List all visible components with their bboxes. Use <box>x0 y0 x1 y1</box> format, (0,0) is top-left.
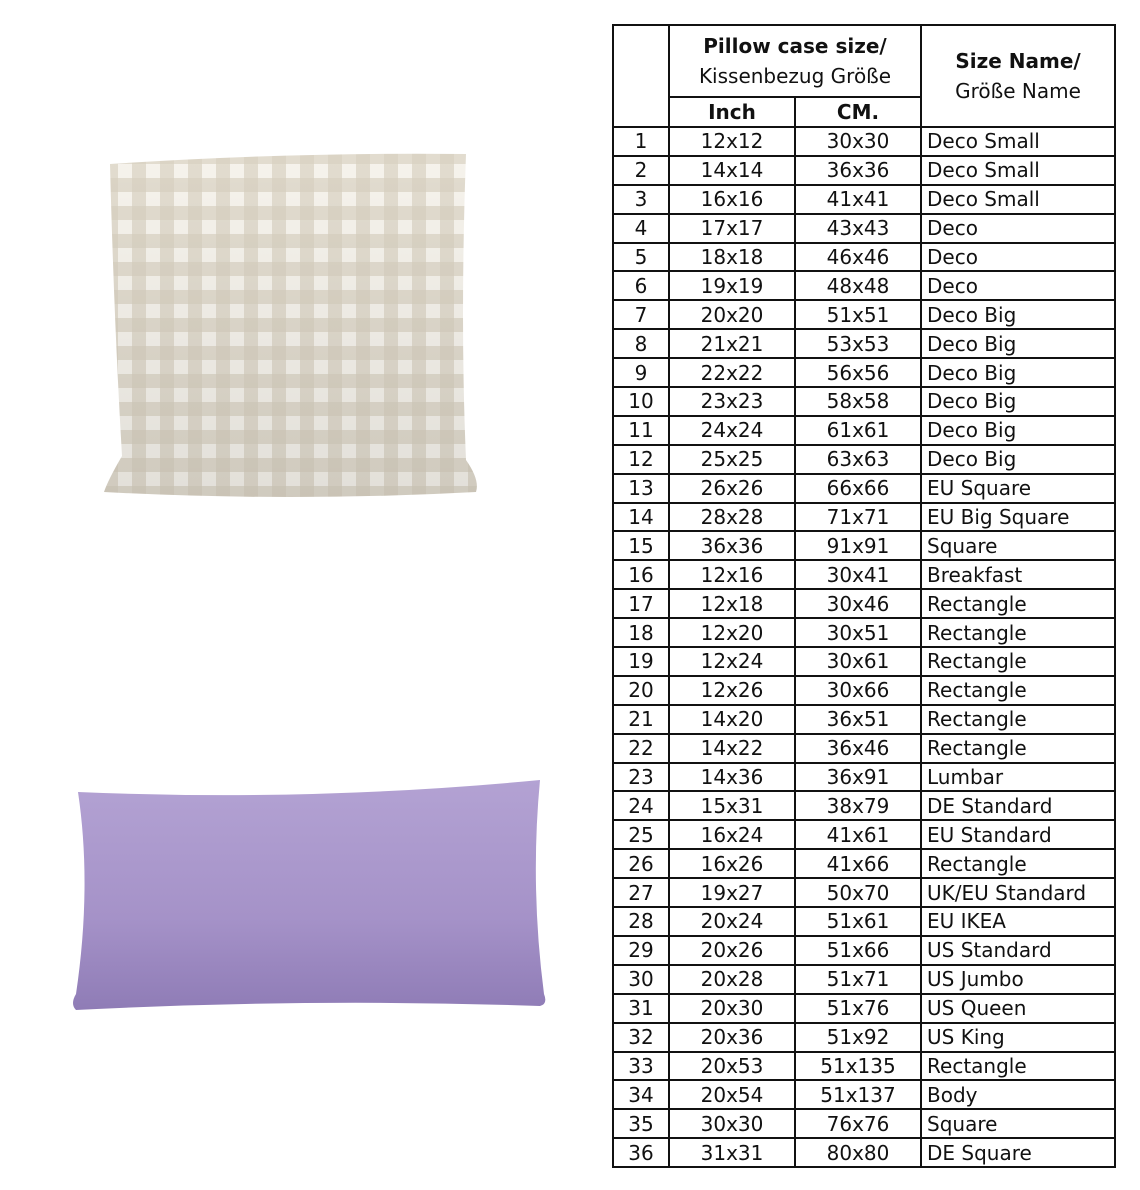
table-row <box>613 127 1115 156</box>
cm-cell: 30x51 <box>795 618 921 647</box>
row-index: 22 <box>613 734 669 763</box>
size-name-cell: Rectangle <box>921 705 1115 734</box>
cm-cell: 51x71 <box>795 965 921 994</box>
size-name-cell: Deco <box>921 271 1115 300</box>
inch-cell: 30x30 <box>669 1109 795 1138</box>
size-name-cell: Deco <box>921 214 1115 243</box>
inch-cell: 20x20 <box>669 300 795 329</box>
cm-cell: 38x79 <box>795 791 921 820</box>
cm-cell: 63x63 <box>795 445 921 474</box>
table-row <box>613 878 1115 907</box>
size-name-cell: DE Square <box>921 1138 1115 1167</box>
cm-cell: 41x61 <box>795 820 921 849</box>
row-index: 6 <box>613 271 669 300</box>
inch-cell: 15x31 <box>669 791 795 820</box>
table-row <box>613 1023 1115 1052</box>
size-name-cell: Rectangle <box>921 618 1115 647</box>
size-name-cell: Deco <box>921 243 1115 272</box>
table-row <box>613 907 1115 936</box>
size-name-subtitle: Größe Name <box>955 79 1081 103</box>
pillow-size-header <box>669 25 921 97</box>
size-name-title: Size Name/ <box>955 49 1081 73</box>
row-index: 12 <box>613 445 669 474</box>
size-name-cell: DE Standard <box>921 791 1115 820</box>
row-index: 29 <box>613 936 669 965</box>
size-name-cell: Deco Big <box>921 329 1115 358</box>
cm-cell: 51x137 <box>795 1080 921 1109</box>
row-index: 13 <box>613 474 669 503</box>
cm-header: CM. <box>795 97 921 127</box>
cm-cell: 58x58 <box>795 387 921 416</box>
row-index: 31 <box>613 994 669 1023</box>
cm-cell: 36x51 <box>795 705 921 734</box>
row-index: 30 <box>613 965 669 994</box>
cm-cell: 71x71 <box>795 503 921 532</box>
table-row <box>613 503 1115 532</box>
table-row <box>613 1080 1115 1109</box>
size-name-cell: Lumbar <box>921 763 1115 792</box>
inch-cell: 16x16 <box>669 185 795 214</box>
size-name-cell: EU Big Square <box>921 503 1115 532</box>
inch-cell: 18x18 <box>669 243 795 272</box>
row-index: 10 <box>613 387 669 416</box>
cm-cell: 36x46 <box>795 734 921 763</box>
table-row <box>613 416 1115 445</box>
table-row <box>613 531 1115 560</box>
cm-cell: 91x91 <box>795 531 921 560</box>
row-index: 36 <box>613 1138 669 1167</box>
cm-cell: 41x66 <box>795 849 921 878</box>
row-index: 23 <box>613 763 669 792</box>
size-name-cell: Deco Small <box>921 127 1115 156</box>
row-index: 5 <box>613 243 669 272</box>
row-index: 28 <box>613 907 669 936</box>
inch-cell: 12x20 <box>669 618 795 647</box>
table-row <box>613 560 1115 589</box>
cm-cell: 51x66 <box>795 936 921 965</box>
table-row <box>613 387 1115 416</box>
table-row <box>613 445 1115 474</box>
pillow-size-subtitle: Kissenbezug Größe <box>698 64 892 88</box>
table-row <box>613 618 1115 647</box>
index-header <box>613 25 669 127</box>
size-name-cell: Square <box>921 531 1115 560</box>
size-name-cell: US Queen <box>921 994 1115 1023</box>
cm-cell: 61x61 <box>795 416 921 445</box>
row-index: 25 <box>613 820 669 849</box>
size-name-cell: US Jumbo <box>921 965 1115 994</box>
size-name-cell: Rectangle <box>921 849 1115 878</box>
table-row <box>613 763 1115 792</box>
cm-cell: 30x61 <box>795 647 921 676</box>
table-row <box>613 791 1115 820</box>
size-name-cell: EU Standard <box>921 820 1115 849</box>
inch-cell: 28x28 <box>669 503 795 532</box>
size-name-cell: Rectangle <box>921 1052 1115 1081</box>
cm-cell: 30x30 <box>795 127 921 156</box>
size-name-cell: Deco Small <box>921 185 1115 214</box>
size-name-header <box>921 25 1115 127</box>
size-name-cell: EU Square <box>921 474 1115 503</box>
size-name-cell: Deco Big <box>921 416 1115 445</box>
size-name-cell: Rectangle <box>921 647 1115 676</box>
cm-cell: 43x43 <box>795 214 921 243</box>
cm-cell: 36x91 <box>795 763 921 792</box>
row-index: 1 <box>613 127 669 156</box>
inch-cell: 12x24 <box>669 647 795 676</box>
row-index: 18 <box>613 618 669 647</box>
cm-cell: 51x92 <box>795 1023 921 1052</box>
inch-cell: 19x19 <box>669 271 795 300</box>
header-row-main <box>613 25 1115 97</box>
inch-cell: 14x22 <box>669 734 795 763</box>
inch-cell: 12x18 <box>669 589 795 618</box>
size-name-cell: Deco Big <box>921 445 1115 474</box>
inch-cell: 20x30 <box>669 994 795 1023</box>
table-row <box>613 329 1115 358</box>
row-index: 17 <box>613 589 669 618</box>
inch-cell: 25x25 <box>669 445 795 474</box>
inch-cell: 36x36 <box>669 531 795 560</box>
cm-cell: 80x80 <box>795 1138 921 1167</box>
gingham-pillow-image <box>104 150 480 498</box>
table-row <box>613 965 1115 994</box>
inch-cell: 20x54 <box>669 1080 795 1109</box>
row-index: 11 <box>613 416 669 445</box>
inch-header: Inch <box>669 97 795 127</box>
size-name-cell: EU IKEA <box>921 907 1115 936</box>
pillow-size-title: Pillow case size/ <box>703 34 887 58</box>
size-name-cell: Rectangle <box>921 676 1115 705</box>
cm-cell: 36x36 <box>795 156 921 185</box>
size-name-cell: Square <box>921 1109 1115 1138</box>
cm-cell: 66x66 <box>795 474 921 503</box>
size-name-cell: Deco Small <box>921 156 1115 185</box>
cm-cell: 76x76 <box>795 1109 921 1138</box>
table-row <box>613 647 1115 676</box>
inch-cell: 20x24 <box>669 907 795 936</box>
row-index: 16 <box>613 560 669 589</box>
size-name-cell: US King <box>921 1023 1115 1052</box>
table-row <box>613 705 1115 734</box>
cm-cell: 51x76 <box>795 994 921 1023</box>
inch-cell: 12x16 <box>669 560 795 589</box>
table-row <box>613 849 1115 878</box>
table-row <box>613 156 1115 185</box>
inch-cell: 16x26 <box>669 849 795 878</box>
row-index: 15 <box>613 531 669 560</box>
row-index: 33 <box>613 1052 669 1081</box>
row-index: 7 <box>613 300 669 329</box>
cm-cell: 46x46 <box>795 243 921 272</box>
row-index: 24 <box>613 791 669 820</box>
row-index: 35 <box>613 1109 669 1138</box>
size-chart-table <box>612 24 1116 1168</box>
cm-cell: 30x66 <box>795 676 921 705</box>
table-row <box>613 936 1115 965</box>
table-row <box>613 185 1115 214</box>
inch-cell: 22x22 <box>669 358 795 387</box>
row-index: 2 <box>613 156 669 185</box>
row-index: 3 <box>613 185 669 214</box>
cm-cell: 48x48 <box>795 271 921 300</box>
row-index: 21 <box>613 705 669 734</box>
row-index: 8 <box>613 329 669 358</box>
inch-cell: 19x27 <box>669 878 795 907</box>
row-index: 14 <box>613 503 669 532</box>
size-name-cell: Deco Big <box>921 387 1115 416</box>
table-row <box>613 474 1115 503</box>
inch-cell: 20x28 <box>669 965 795 994</box>
table-row <box>613 243 1115 272</box>
table-row <box>613 820 1115 849</box>
inch-cell: 14x20 <box>669 705 795 734</box>
size-name-cell: US Standard <box>921 936 1115 965</box>
inch-cell: 12x26 <box>669 676 795 705</box>
size-name-cell: Deco Big <box>921 358 1115 387</box>
inch-cell: 20x53 <box>669 1052 795 1081</box>
cm-cell: 51x61 <box>795 907 921 936</box>
table-row <box>613 1109 1115 1138</box>
table-row <box>613 358 1115 387</box>
table-row <box>613 271 1115 300</box>
table-row <box>613 300 1115 329</box>
row-index: 19 <box>613 647 669 676</box>
size-name-cell: Rectangle <box>921 734 1115 763</box>
lavender-pillow-image <box>70 776 550 1016</box>
table-body <box>613 127 1115 1167</box>
inch-cell: 23x23 <box>669 387 795 416</box>
row-index: 4 <box>613 214 669 243</box>
inch-cell: 24x24 <box>669 416 795 445</box>
row-index: 34 <box>613 1080 669 1109</box>
cm-cell: 56x56 <box>795 358 921 387</box>
table-row <box>613 214 1115 243</box>
cm-cell: 30x41 <box>795 560 921 589</box>
inch-cell: 14x36 <box>669 763 795 792</box>
cm-cell: 51x135 <box>795 1052 921 1081</box>
table-row <box>613 1052 1115 1081</box>
row-index: 9 <box>613 358 669 387</box>
size-name-cell: Breakfast <box>921 560 1115 589</box>
inch-cell: 26x26 <box>669 474 795 503</box>
row-index: 26 <box>613 849 669 878</box>
size-name-cell: UK/EU Standard <box>921 878 1115 907</box>
inch-cell: 17x17 <box>669 214 795 243</box>
cm-cell: 51x51 <box>795 300 921 329</box>
table-row <box>613 676 1115 705</box>
cm-cell: 53x53 <box>795 329 921 358</box>
inch-cell: 20x26 <box>669 936 795 965</box>
inch-cell: 31x31 <box>669 1138 795 1167</box>
size-name-cell: Deco Big <box>921 300 1115 329</box>
cm-cell: 30x46 <box>795 589 921 618</box>
size-name-cell: Rectangle <box>921 589 1115 618</box>
inch-cell: 20x36 <box>669 1023 795 1052</box>
cm-cell: 41x41 <box>795 185 921 214</box>
table-row <box>613 734 1115 763</box>
row-index: 27 <box>613 878 669 907</box>
table-row <box>613 1138 1115 1167</box>
table-row <box>613 994 1115 1023</box>
inch-cell: 21x21 <box>669 329 795 358</box>
cm-cell: 50x70 <box>795 878 921 907</box>
inch-cell: 12x12 <box>669 127 795 156</box>
table-row <box>613 589 1115 618</box>
size-name-cell: Body <box>921 1080 1115 1109</box>
row-index: 32 <box>613 1023 669 1052</box>
inch-cell: 14x14 <box>669 156 795 185</box>
inch-cell: 16x24 <box>669 820 795 849</box>
row-index: 20 <box>613 676 669 705</box>
